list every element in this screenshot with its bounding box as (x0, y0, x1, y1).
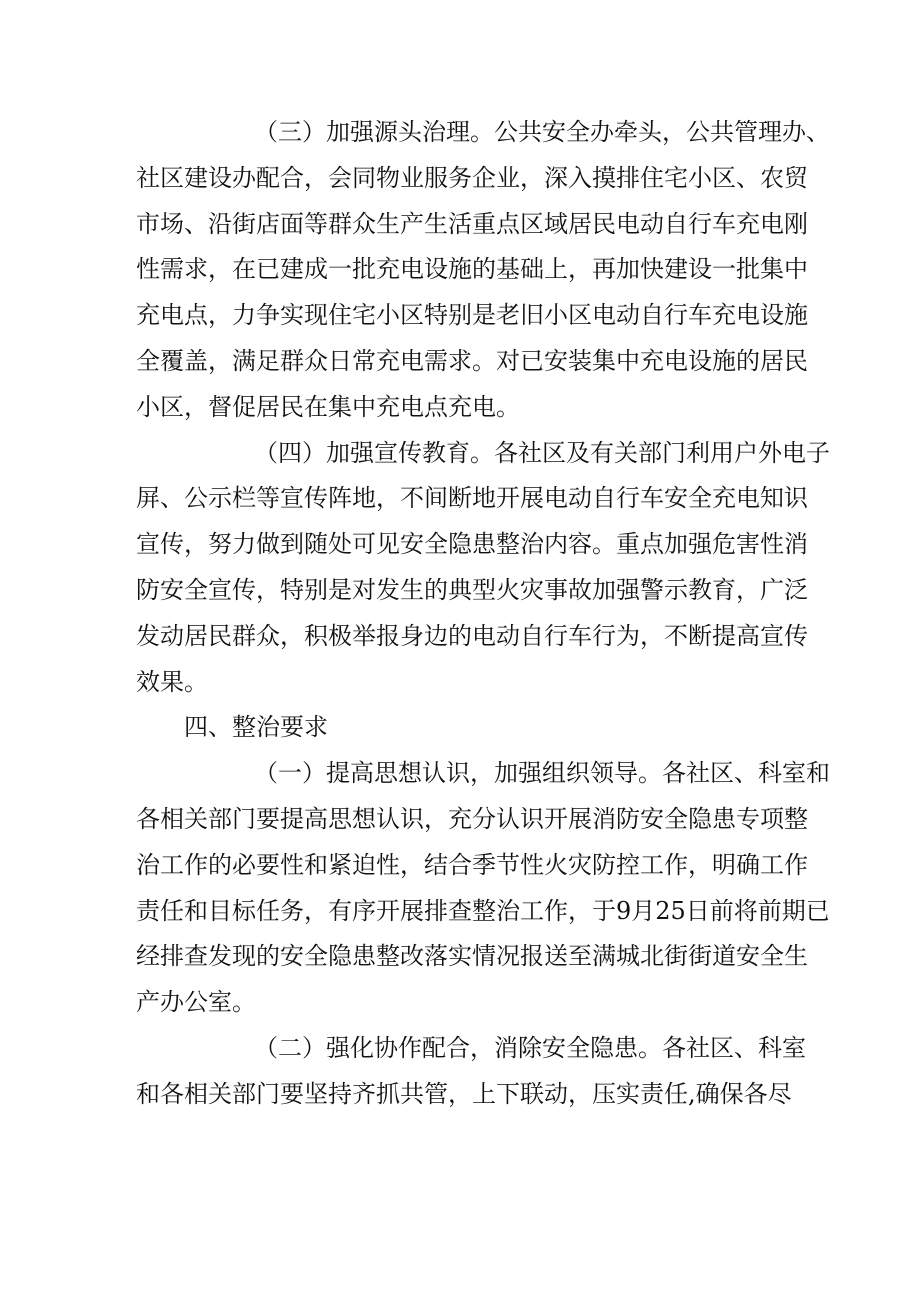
text-line: （二）强化协作配合，消除安全隐患。各社区、科室 (254, 1033, 806, 1062)
text-line: （四）加强宣传教育。各社区及有关部门利用户外电子 (254, 438, 830, 467)
text-line: 充电点，力争实现住宅小区特别是老旧小区电动自行车充电设施 (136, 301, 808, 330)
text-line: 和各相关部门要坚持齐抓共管，上下联动，压实责任,确保各尽 (136, 1079, 792, 1108)
text-line: 经排查发现的安全隐患整改落实情况报送至满城北街街道安全生 (136, 942, 808, 971)
text-line: 全覆盖，满足群众日常充电需求。对已安装集中充电设施的居民 (136, 346, 808, 375)
paragraph-source-control (136, 110, 830, 431)
text-line: 产办公室。 (136, 988, 256, 1017)
text-line: 小区，督促居民在集中充电点充电。 (136, 392, 520, 421)
text-line: （一）提高思想认识，加强组织领导。各社区、科室和 (254, 759, 830, 788)
section-heading (136, 705, 786, 751)
text-line: 治工作的必要性和紧迫性，结合季节性火灾防控工作，明确工作 (136, 850, 808, 879)
paragraph-cooperation (136, 1026, 806, 1118)
text-line: 屏、公示栏等宣传阵地，不间断地开展电动自行车安全充电知识 (136, 484, 808, 513)
text-line: 防安全宣传，特别是对发生的典型火灾事故加强警示教育，广泛 (136, 575, 808, 604)
text-line: （三）加强源头治理。公共安全办牵头，公共管理办、 (254, 118, 830, 146)
text-line: 社区建设办配合，会同物业服务企业，深入摸排住宅小区、农贸 (136, 163, 808, 192)
text-line: 性需求，在已建成一批充电设施的基础上，再加快建设一批集中 (136, 255, 808, 284)
document-body (136, 110, 830, 1118)
text-line: 责任和目标任务，有序开展排查整治工作，于9月25日前将前期已 (136, 896, 830, 925)
text-line: 效果。 (136, 667, 208, 696)
text-line: 市场、沿街店面等群众生产生活重点区域居民电动自行车充电刚 (136, 209, 808, 238)
text-line: 宣传，努力做到随处可见安全隐患整治内容。重点加强危害性消 (136, 530, 808, 559)
paragraph-awareness (136, 751, 830, 1026)
text-line: 各相关部门要提高思想认识，充分认识开展消防安全隐患专项整 (136, 804, 808, 833)
paragraph-publicity (136, 431, 830, 706)
text-line: 发动居民群众，积极举报身边的电动自行车行为，不断提高宣传 (136, 621, 808, 650)
section-title: 四、整治要求 (184, 713, 328, 742)
